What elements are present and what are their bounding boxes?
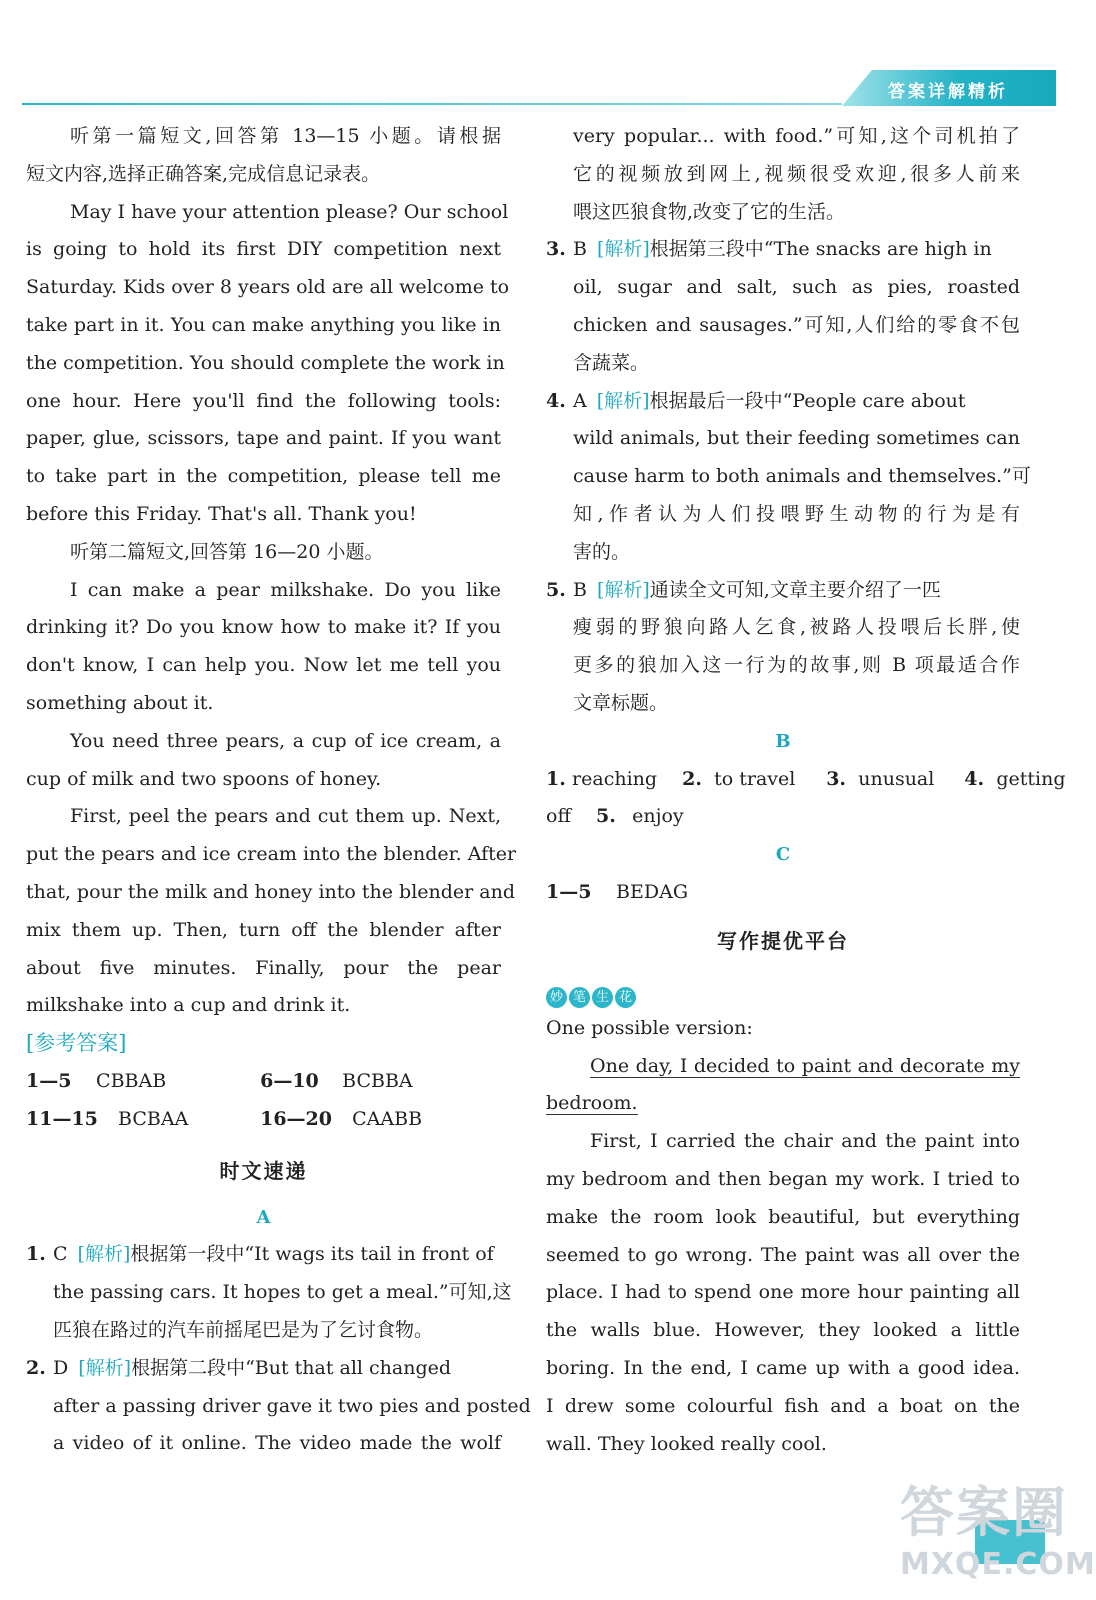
text-line: chicken and sausages.”可知,人们给的零食不包 (573, 313, 1020, 336)
text-line: 瘦弱的野狼向路人乞食,被路人投喂后长胖,使 (573, 616, 1020, 639)
text-line: take part in it. You can make anything you like in (26, 313, 501, 336)
answer-number: 1. (546, 767, 566, 790)
text-line: don't know, I can help you. Now let me tell you (26, 654, 501, 677)
text-line: make the room look beautiful, but everything (546, 1205, 1020, 1228)
answer-row (546, 874, 1020, 912)
text-line: I drew some colourful fish and a boat on the (546, 1394, 1020, 1417)
text-line: boring. In the end, I came up with a good idea. (546, 1356, 1020, 1379)
question-1 (26, 1236, 501, 1274)
answer-row (26, 1101, 501, 1139)
text-line: paper, glue, scissors, tape and paint. If you want (26, 427, 501, 450)
section-letter: B (775, 730, 791, 752)
text-line: 文章标题。 (573, 691, 669, 714)
section-letter: C (775, 844, 791, 866)
text-line: cause harm to both animals and themselves.”可 (573, 465, 1031, 488)
writing-badge (546, 970, 638, 1008)
text-line: one hour. Here you'll find the following tools: (26, 389, 501, 412)
site-watermark (900, 1478, 1096, 1588)
answer-text: reaching (572, 767, 658, 790)
question-answer: B (573, 578, 587, 601)
question-answer: B (573, 238, 587, 261)
text-line: seemed to go wrong. The paint was all over the (546, 1243, 1020, 1266)
text-line: that, pour the milk and honey into the blender and (26, 880, 516, 903)
text-line: to take part in the competition, please tell me (26, 465, 501, 488)
text-line: 它的视频放到网上,视频很受欢迎,很多人前来 (573, 162, 1020, 185)
badge-char: 花 (615, 987, 636, 1008)
text-line: the competition. You should complete the work in (26, 351, 505, 374)
analysis-tag: [解析] (78, 1356, 132, 1379)
section-letter: A (256, 1206, 271, 1228)
question-answer: C (53, 1243, 68, 1266)
question-number: 3. (546, 238, 566, 261)
text-line: very popular... with food.”可知,这个司机拍了 (573, 125, 1020, 147)
text-line: the walls blue. However, they looked a little (546, 1319, 1020, 1342)
answer-text: enjoy (632, 805, 684, 828)
text-line: a video of it online. The video made the wolf (53, 1432, 501, 1455)
question-number: 1. (26, 1243, 46, 1266)
text-line (546, 1048, 1020, 1086)
text-line: 匹狼在路过的汽车前摇尾巴是为了乞讨食物。 (53, 1318, 434, 1341)
question-number: 2. (26, 1356, 46, 1379)
underlined-text: One day, I decided to paint and decorate my (590, 1054, 1020, 1077)
version-label: One possible version: (546, 1016, 753, 1039)
underlined-text: bedroom. (546, 1092, 638, 1115)
analysis-tag: [解析] (596, 578, 650, 601)
answer-range: 6—10 (260, 1069, 319, 1092)
header-rule (22, 103, 842, 105)
text-line: Saturday. Kids over 8 years old are all welcome to (26, 276, 510, 299)
answer-number: 3. (826, 767, 847, 790)
answer-row (546, 798, 1020, 836)
text-line: First, I carried the chair and the paint into (590, 1130, 1020, 1153)
section-title: 时文速递 (219, 1158, 308, 1183)
analysis-tag: [解析] (77, 1243, 131, 1266)
answer-text: getting (996, 767, 1066, 790)
text-line (546, 1085, 1020, 1123)
answer-text: to travel (714, 767, 796, 790)
analysis-text: 通读全文可知,文章主要介绍了一匹 (649, 578, 941, 601)
text-line: wall. They looked really cool. (546, 1432, 827, 1455)
analysis-text: 根据第二段中“But that all changed (131, 1356, 452, 1379)
text-line: place. I had to spend one more hour painting all (546, 1281, 1020, 1304)
answer-value: CAABB (352, 1107, 423, 1130)
text-line: May I have your attention please? Our school (70, 200, 509, 223)
text-line: cup of milk and two spoons of honey. (26, 767, 382, 790)
question-number: 5. (546, 578, 566, 601)
text-line: mix them up. Then, turn off the blender after (26, 918, 501, 941)
question-4 (546, 383, 1020, 421)
analysis-tag: [解析] (596, 238, 650, 261)
text-line: 更多的狼加入这一行为的故事,则 B 项最适合作 (573, 654, 1020, 677)
left-column (26, 118, 531, 1463)
text-line: my bedroom and then began my work. I tried to (546, 1167, 1020, 1190)
question-3 (546, 231, 1020, 269)
text-line: put the pears and ice cream into the blender. After (26, 843, 517, 866)
right-column (546, 118, 1066, 1463)
answer-text: unusual (858, 767, 935, 790)
question-number: 4. (546, 389, 566, 412)
text-line: oil, sugar and salt, such as pies, roasted (573, 276, 1020, 299)
text-line: You need three pears, a cup of ice cream, a (70, 729, 501, 752)
answer-text: off (546, 805, 571, 828)
text-line: before this Friday. That's all. Thank you! (26, 502, 417, 525)
answer-range: 16—20 (260, 1107, 332, 1130)
answer-number: 5. (596, 805, 616, 828)
text-line: 含蔬菜。 (573, 351, 650, 374)
badge-char: 妙 (546, 987, 567, 1008)
answer-number: 2. (682, 767, 702, 790)
text-line: milkshake into a cup and drink it. (26, 994, 351, 1017)
answer-value: BCBAA (118, 1107, 189, 1130)
answer-row (26, 1063, 501, 1101)
text-line: 知,作者认为人们投喂野生动物的行为是有 (573, 502, 1020, 525)
analysis-text: 根据第三段中“The snacks are high in (649, 238, 992, 261)
text-line: 听第一篇短文,回答第 13—15 小题。请根据 (70, 125, 501, 147)
analysis-text: 根据第一段中“It wags its tail in front of (130, 1243, 494, 1266)
text-line: 害的。 (573, 540, 631, 563)
text-line: 听第二篇短文,回答第 16—20 小题。 (70, 540, 384, 563)
answer-value: BCBBA (342, 1069, 413, 1092)
text-line: First, peel the pears and cut them up. Next, (70, 805, 501, 828)
badge-row (546, 970, 1020, 1010)
answer-row (546, 761, 1066, 799)
badge-char: 生 (592, 987, 613, 1008)
text-line: 短文内容,选择正确答案,完成信息记录表。 (26, 162, 381, 185)
watermark-url: MXQE.COM (900, 1547, 1096, 1582)
watermark-logo: 答案圈 (900, 1481, 1068, 1544)
text-line: is going to hold its first DIY competition next (26, 238, 501, 261)
badge-char: 笔 (569, 987, 590, 1008)
analysis-text: 根据最后一段中“People care about (649, 389, 966, 412)
answer-range: 1—5 (26, 1069, 72, 1092)
answer-number: 4. (964, 767, 985, 790)
answer-value: CBBAB (96, 1069, 167, 1092)
answer-value: BEDAG (616, 880, 689, 903)
text-line: drinking it? Do you know how to make it? If you (26, 616, 501, 639)
question-5 (546, 572, 1020, 610)
section-title: 写作提优平台 (717, 928, 849, 953)
text-line: the passing cars. It hopes to get a meal.”可知,这 (53, 1281, 512, 1304)
reference-answer-label: [参考答案] (26, 1031, 127, 1056)
text-line: about five minutes. Finally, pour the pear (26, 956, 501, 979)
analysis-tag: [解析] (596, 389, 650, 412)
answer-range: 1—5 (546, 880, 592, 903)
question-2 (26, 1350, 501, 1388)
question-answer: D (53, 1356, 69, 1379)
text-line: something about it. (26, 691, 214, 714)
text-line: 喂这匹狼食物,改变了它的生活。 (573, 200, 846, 223)
text-line: after a passing driver gave it two pies and posted (53, 1394, 531, 1417)
text-line: I can make a pear milkshake. Do you like (70, 578, 501, 601)
question-answer: A (573, 389, 587, 412)
text-line: wild animals, but their feeding sometimes can (573, 427, 1020, 450)
header-title: 答案详解精析 (888, 82, 1008, 102)
answer-range: 11—15 (26, 1107, 98, 1130)
